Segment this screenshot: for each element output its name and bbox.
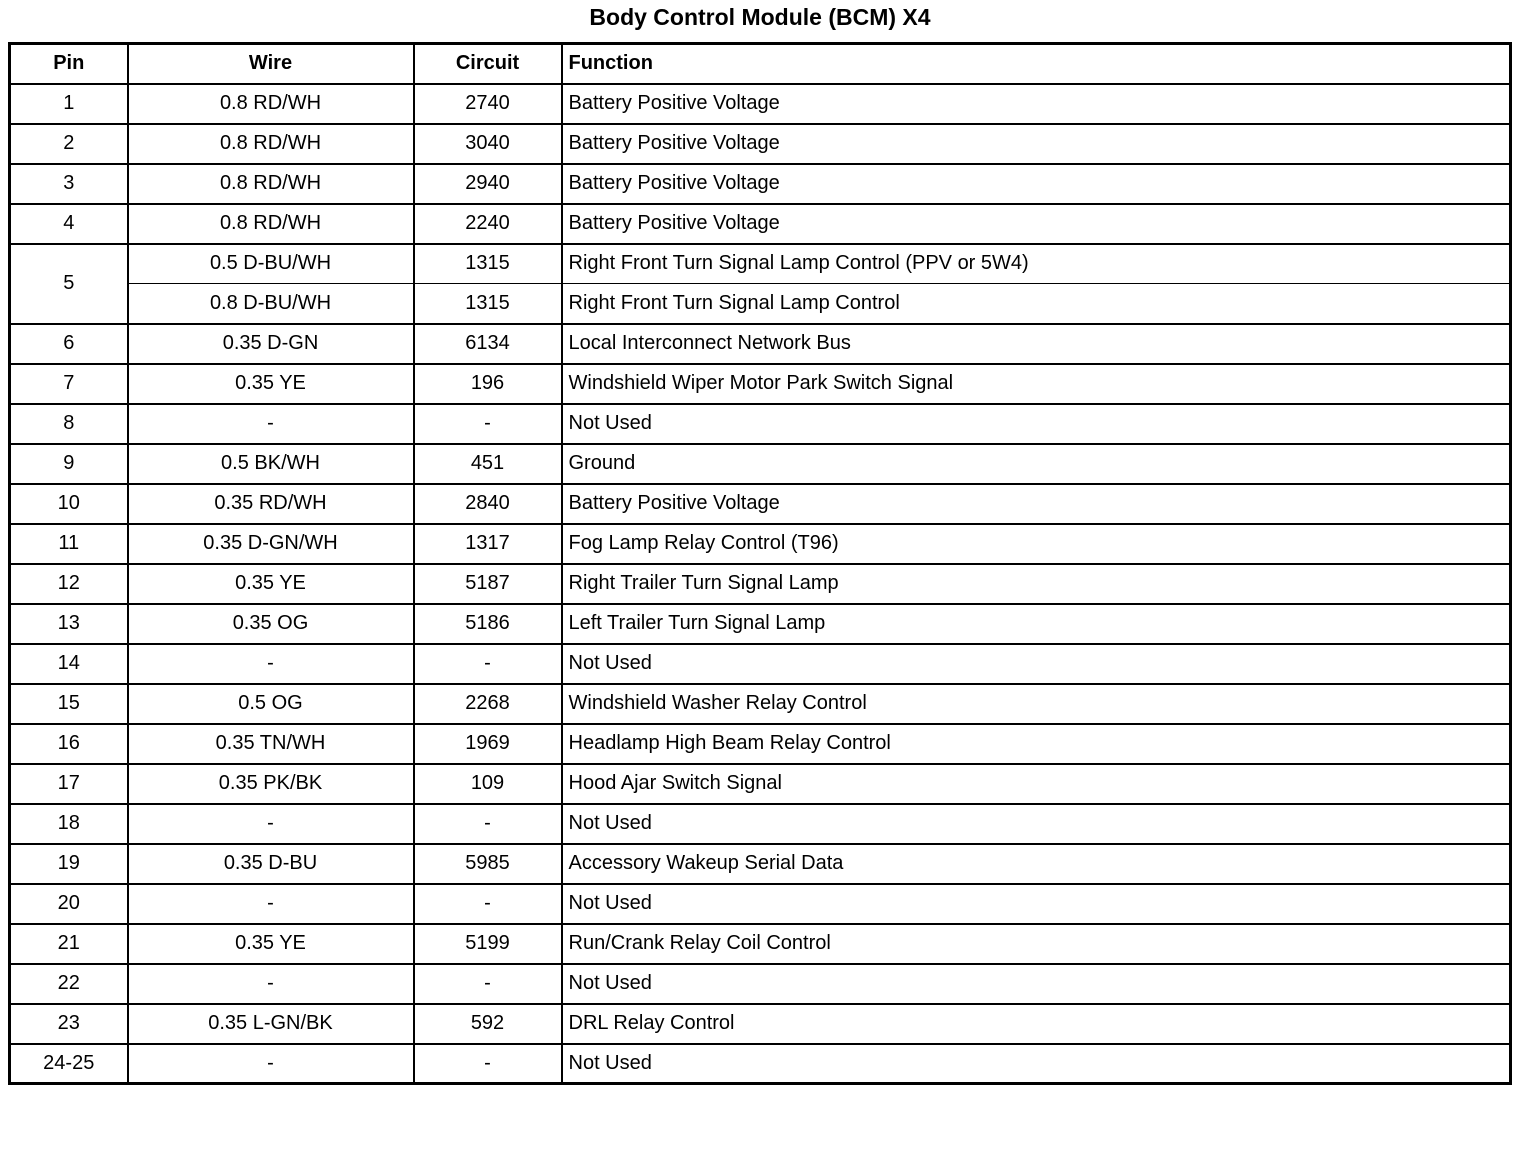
pin-cell: 24-25 <box>10 1044 128 1084</box>
circuit-cell: - <box>414 884 562 924</box>
circuit-cell: 2740 <box>414 84 562 124</box>
function-cell: Battery Positive Voltage <box>562 204 1511 244</box>
circuit-cell: 2240 <box>414 204 562 244</box>
col-header-circuit: Circuit <box>414 44 562 84</box>
table-row <box>10 604 1511 644</box>
wire-cell: - <box>128 404 414 444</box>
circuit-cell: 5187 <box>414 564 562 604</box>
table-row <box>10 684 1511 724</box>
wire-cell: 0.5 BK/WH <box>128 444 414 484</box>
table-row <box>10 964 1511 1004</box>
function-cell: Right Front Turn Signal Lamp Control <box>562 284 1511 324</box>
function-cell: Not Used <box>562 964 1511 1004</box>
pin-cell: 7 <box>10 364 128 404</box>
table-row <box>10 244 1511 284</box>
wire-cell: 0.5 D-BU/WH <box>128 244 414 284</box>
header-row <box>10 44 1511 84</box>
function-cell: Not Used <box>562 884 1511 924</box>
pin-cell: 12 <box>10 564 128 604</box>
table-row <box>10 404 1511 444</box>
wire-cell: 0.35 D-BU <box>128 844 414 884</box>
pin-cell: 22 <box>10 964 128 1004</box>
pin-cell: 2 <box>10 124 128 164</box>
table-row <box>10 724 1511 764</box>
pin-cell: 14 <box>10 644 128 684</box>
col-header-function: Function <box>562 44 1511 84</box>
circuit-cell: 5199 <box>414 924 562 964</box>
table-row <box>10 124 1511 164</box>
circuit-cell: - <box>414 964 562 1004</box>
table-row <box>10 1004 1511 1044</box>
function-cell: Ground <box>562 444 1511 484</box>
circuit-cell: - <box>414 1044 562 1084</box>
wire-cell: 0.8 D-BU/WH <box>128 284 414 324</box>
circuit-cell: 5985 <box>414 844 562 884</box>
circuit-cell: - <box>414 644 562 684</box>
col-header-pin: Pin <box>10 44 128 84</box>
pin-cell: 4 <box>10 204 128 244</box>
circuit-cell: 196 <box>414 364 562 404</box>
function-cell: Hood Ajar Switch Signal <box>562 764 1511 804</box>
function-cell: Local Interconnect Network Bus <box>562 324 1511 364</box>
circuit-cell: 2840 <box>414 484 562 524</box>
table-row <box>10 1044 1511 1084</box>
pin-cell: 21 <box>10 924 128 964</box>
table-row <box>10 844 1511 884</box>
pin-cell: 6 <box>10 324 128 364</box>
pin-cell: 9 <box>10 444 128 484</box>
circuit-cell: 3040 <box>414 124 562 164</box>
table-row <box>10 524 1511 564</box>
circuit-cell: 5186 <box>414 604 562 644</box>
function-cell: Battery Positive Voltage <box>562 124 1511 164</box>
table-row <box>10 644 1511 684</box>
wire-cell: 0.35 YE <box>128 364 414 404</box>
pin-cell: 5 <box>10 244 128 324</box>
wire-cell: 0.5 OG <box>128 684 414 724</box>
table-row <box>10 364 1511 404</box>
function-cell: Not Used <box>562 804 1511 844</box>
wire-cell: 0.8 RD/WH <box>128 84 414 124</box>
table-row <box>10 884 1511 924</box>
wire-cell: - <box>128 804 414 844</box>
function-cell: Fog Lamp Relay Control (T96) <box>562 524 1511 564</box>
wire-cell: - <box>128 964 414 1004</box>
function-cell: Battery Positive Voltage <box>562 164 1511 204</box>
table-row <box>10 84 1511 124</box>
function-cell: DRL Relay Control <box>562 1004 1511 1044</box>
table-row <box>10 444 1511 484</box>
circuit-cell: 451 <box>414 444 562 484</box>
circuit-cell: 592 <box>414 1004 562 1044</box>
pin-cell: 10 <box>10 484 128 524</box>
function-cell: Not Used <box>562 1044 1511 1084</box>
wire-cell: 0.35 L-GN/BK <box>128 1004 414 1044</box>
wire-cell: 0.8 RD/WH <box>128 124 414 164</box>
circuit-cell: 109 <box>414 764 562 804</box>
function-cell: Accessory Wakeup Serial Data <box>562 844 1511 884</box>
function-cell: Battery Positive Voltage <box>562 484 1511 524</box>
pin-cell: 19 <box>10 844 128 884</box>
pin-cell: 1 <box>10 84 128 124</box>
circuit-cell: 1315 <box>414 244 562 284</box>
wire-cell: 0.8 RD/WH <box>128 164 414 204</box>
table-body <box>10 84 1511 1084</box>
function-cell: Right Trailer Turn Signal Lamp <box>562 564 1511 604</box>
bcm-pinout-table <box>8 42 1512 1085</box>
circuit-cell: - <box>414 404 562 444</box>
circuit-cell: 1315 <box>414 284 562 324</box>
wire-cell: 0.35 YE <box>128 564 414 604</box>
wire-cell: 0.35 PK/BK <box>128 764 414 804</box>
function-cell: Right Front Turn Signal Lamp Control (PPV or 5W4) <box>562 244 1511 284</box>
wire-cell: 0.35 D-GN/WH <box>128 524 414 564</box>
pin-cell: 20 <box>10 884 128 924</box>
wire-cell: 0.35 TN/WH <box>128 724 414 764</box>
wire-cell: - <box>128 644 414 684</box>
pin-cell: 8 <box>10 404 128 444</box>
table-row <box>10 764 1511 804</box>
pin-cell: 15 <box>10 684 128 724</box>
table-row <box>10 924 1511 964</box>
pin-cell: 3 <box>10 164 128 204</box>
table-row <box>10 564 1511 604</box>
table-header <box>10 44 1511 84</box>
col-header-wire: Wire <box>128 44 414 84</box>
function-cell: Left Trailer Turn Signal Lamp <box>562 604 1511 644</box>
function-cell: Run/Crank Relay Coil Control <box>562 924 1511 964</box>
function-cell: Windshield Wiper Motor Park Switch Signal <box>562 364 1511 404</box>
circuit-cell: - <box>414 804 562 844</box>
table-row <box>10 164 1511 204</box>
function-cell: Not Used <box>562 644 1511 684</box>
circuit-cell: 6134 <box>414 324 562 364</box>
table-row <box>10 324 1511 364</box>
pin-cell: 16 <box>10 724 128 764</box>
wire-cell: - <box>128 1044 414 1084</box>
function-cell: Windshield Washer Relay Control <box>562 684 1511 724</box>
table-row <box>10 484 1511 524</box>
wire-cell: - <box>128 884 414 924</box>
wire-cell: 0.35 RD/WH <box>128 484 414 524</box>
wire-cell: 0.35 D-GN <box>128 324 414 364</box>
pin-cell: 23 <box>10 1004 128 1044</box>
table-row <box>10 204 1511 244</box>
function-cell: Not Used <box>562 404 1511 444</box>
pin-cell: 13 <box>10 604 128 644</box>
circuit-cell: 1317 <box>414 524 562 564</box>
circuit-cell: 1969 <box>414 724 562 764</box>
page-title: Body Control Module (BCM) X4 <box>589 4 931 30</box>
pin-cell: 18 <box>10 804 128 844</box>
wire-cell: 0.35 YE <box>128 924 414 964</box>
circuit-cell: 2940 <box>414 164 562 204</box>
table-row <box>10 284 1511 324</box>
wire-cell: 0.35 OG <box>128 604 414 644</box>
table-row <box>10 804 1511 844</box>
circuit-cell: 2268 <box>414 684 562 724</box>
function-cell: Headlamp High Beam Relay Control <box>562 724 1511 764</box>
wire-cell: 0.8 RD/WH <box>128 204 414 244</box>
pin-cell: 11 <box>10 524 128 564</box>
pin-cell: 17 <box>10 764 128 804</box>
function-cell: Battery Positive Voltage <box>562 84 1511 124</box>
